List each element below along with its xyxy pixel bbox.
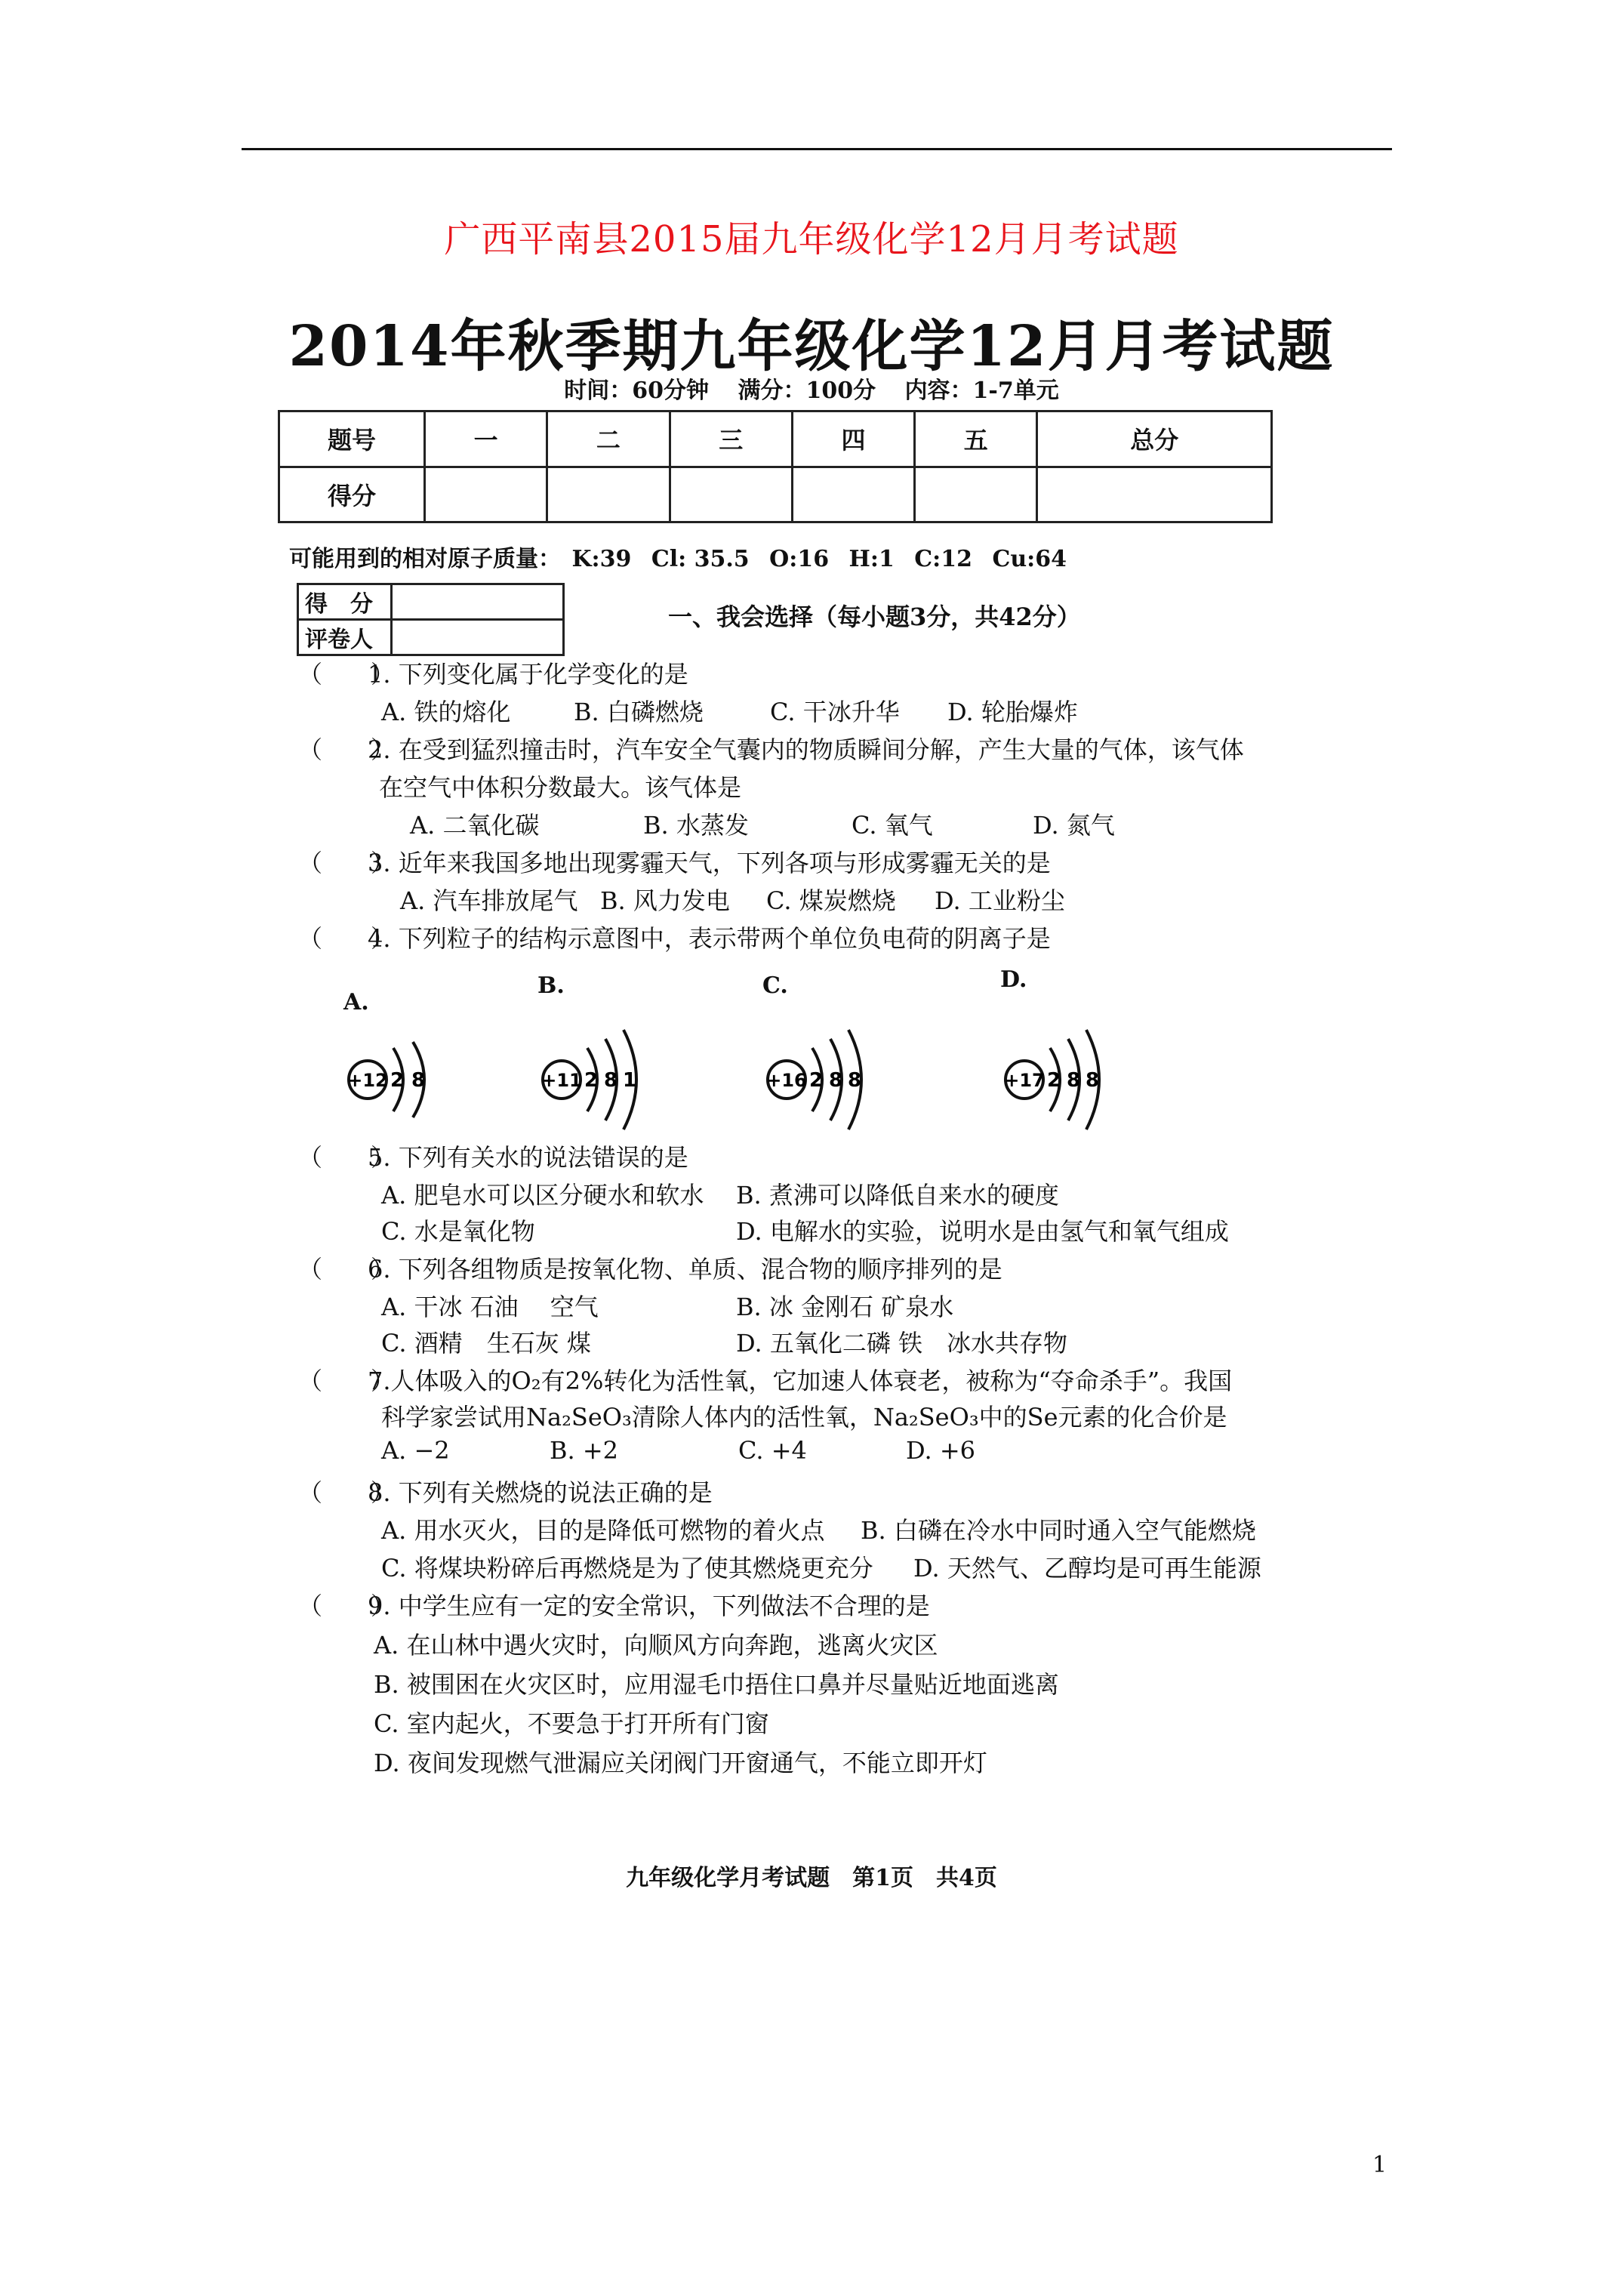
atom-structure-diagram-c [762,1003,959,1131]
atomic-mass-cu: Cu:64 [992,546,1067,572]
section-title: 一、我会选择（每小题3分，共42分） [668,603,1081,631]
question-5 [298,1139,688,1173]
question-stem: 7.人体吸入的O₂有2%转化为活性氧，它加速人体衰老，被称为“夺命杀手”。我国 [368,1367,1233,1395]
diagram-label: D. [1000,966,1027,993]
grader-score-label: 得 分 [298,584,392,620]
score-table-score-row [279,467,1272,522]
answer-blank[interactable]: （ ） [298,1367,396,1395]
shell-electron-count: 8 [1066,1069,1081,1092]
nucleus-charge: +11 [541,1070,582,1091]
nucleus-charge: +17 [1004,1070,1045,1091]
atomic-masses [289,540,1079,573]
question-7 [298,1362,1232,1397]
question-stem: 3. 近年来我国多地出现雾霾天气，下列各项与形成雾霾无关的是 [368,849,1051,877]
option-a: A. 在山林中遇火灾时，向顺风方向奔跑，逃离火灾区 [374,1631,938,1660]
question-5-options-row-2 [0,1213,1623,1246]
question-1-options [0,693,1623,726]
question-stem: 4. 下列粒子的结构示意图中，表示带两个单位负电荷的阴离子是 [368,924,1051,953]
score-cell-section-2: 二 [547,411,670,467]
question-7-stem-continued: 科学家尝试用Na₂SeO₃清除人体内的活性氧，Na₂SeO₃中的Se元素的化合价是 [381,1403,1227,1432]
diagram-option-c [762,972,959,1123]
shell-electron-count: 8 [828,1069,843,1092]
question-4 [298,920,1051,954]
shell-electron-count: 8 [411,1069,426,1092]
score-input-cell[interactable] [915,467,1037,522]
option-a: A. 用水灭火，目的是降低可燃物的着火点 [381,1516,825,1545]
document-title: 广西平南县2015届九年级化学12月月考试题 [444,218,1179,260]
question-8-options-row-1 [0,1512,1623,1545]
question-stem: 1. 下列变化属于化学变化的是 [368,660,688,689]
diagram-option-d [1000,966,1196,1117]
question-8 [298,1474,713,1509]
option-d: D. 五氧化二磷 铁 冰水共存物 [736,1329,1068,1358]
score-input-cell[interactable] [547,467,670,522]
diagram-label: C. [762,972,788,999]
grader-name-label: 评卷人 [298,620,392,655]
question-5-options-row-1 [0,1176,1623,1210]
option-b: B. 水蒸发 [643,811,749,840]
atomic-mass-c: C:12 [914,546,972,572]
answer-blank[interactable]: （ ） [298,1255,396,1284]
option-a: A. 干冰 石油 空气 [381,1293,599,1321]
question-6 [298,1250,1002,1285]
option-b: B. 冰 金刚石 矿泉水 [736,1293,954,1321]
question-9 [298,1587,930,1622]
option-c: C. 酒精 生石灰 煤 [381,1329,591,1358]
score-table-header-row [279,411,1272,467]
option-a: A. −2 [381,1436,450,1465]
score-input-cell[interactable] [792,467,914,522]
nucleus-charge: +16 [766,1070,807,1091]
option-d: D. 工业粉尘 [935,886,1065,915]
option-a: A. 汽车排放尾气 [400,886,578,915]
question-2-options [0,806,1623,840]
score-cell-label: 题号 [279,411,425,467]
question-stem: 5. 下列有关水的说法错误的是 [368,1143,688,1172]
option-c: C. 干冰升华 [770,698,900,726]
score-cell-section-1: 一 [425,411,547,467]
atomic-mass-h: H:1 [848,546,895,572]
question-stem: 9. 中学生应有一定的安全常识，下列做法不合理的是 [368,1592,930,1620]
option-a: A. 二氧化碳 [410,811,540,840]
answer-blank[interactable]: （ ） [298,1592,396,1620]
question-3-options [0,882,1623,915]
diagram-label: B. [537,972,565,999]
answer-blank[interactable]: （ ） [298,660,396,689]
exam-full-score: 满分：100分 [738,378,876,404]
atomic-mass-k: K:39 [571,546,632,572]
option-a: A. 肥皂水可以区分硬水和软水 [381,1181,704,1210]
option-b: B. +2 [550,1436,619,1465]
score-input-cell[interactable] [1037,467,1272,522]
exam-time: 时间：60分钟 [564,378,709,404]
exam-content: 内容：1-7单元 [904,378,1059,404]
shell-electron-count: 2 [808,1069,824,1092]
score-input-cell[interactable] [425,467,547,522]
page-footer: 九年级化学月考试题 第1页 共4页 [626,1865,997,1891]
option-d: D. 轮胎爆炸 [947,698,1078,726]
question-stem: 6. 下列各组物质是按氧化物、单质、混合物的顺序排列的是 [368,1255,1002,1284]
question-stem: 8. 下列有关燃烧的说法正确的是 [368,1478,713,1507]
option-b: B. 煮沸可以降低自来水的硬度 [736,1181,1059,1210]
question-2 [298,731,1244,766]
option-b: B. 风力发电 [600,886,730,915]
option-c: C. 室内起火，不要急于打开所有门窗 [374,1709,769,1738]
option-c: C. 将煤块粉碎后再燃烧是为了使其燃烧更充分 [381,1554,873,1583]
answer-blank[interactable]: （ ） [298,735,396,764]
option-c: C. 水是氧化物 [381,1217,535,1246]
diagram-option-a [343,989,540,1140]
shell-electron-count: 2 [584,1069,599,1092]
top-rule [242,148,1392,150]
diagram-label: A. [343,989,369,1015]
atom-structure-diagram-d [1000,997,1196,1133]
answer-blank[interactable]: （ ） [298,1143,396,1172]
diagram-option-b [537,972,734,1123]
score-row-label: 得分 [279,467,425,522]
question-6-options-row-2 [0,1324,1623,1358]
score-cell-section-4: 四 [792,411,914,467]
shell-electron-count: 2 [1046,1069,1061,1092]
score-cell-total: 总分 [1037,411,1272,467]
answer-blank[interactable]: （ ） [298,849,396,877]
atomic-masses-label: 可能用到的相对原子质量： [289,546,561,572]
answer-blank[interactable]: （ ） [298,924,396,953]
option-c: C. 氧气 [852,811,933,840]
nucleus-charge: +12 [347,1070,388,1091]
shell-electron-count: 8 [603,1069,618,1092]
shell-electron-count: 1 [622,1069,637,1092]
option-b: B. 白磷在冷水中同时通入空气能燃烧 [861,1516,1256,1545]
exam-title: 2014年秋季期九年级化学12月月考试题 [288,314,1335,379]
question-8-options-row-2 [0,1549,1623,1583]
question-6-options-row-1 [0,1288,1623,1321]
answer-blank[interactable]: （ ） [298,1478,396,1507]
score-cell-section-5: 五 [915,411,1037,467]
grader-name-field[interactable] [392,620,564,655]
question-2-stem-continued: 在空气中体积分数最大。该气体是 [379,773,742,802]
score-input-cell[interactable] [670,467,792,522]
grader-score-field[interactable] [392,584,564,620]
option-d: D. 氮气 [1033,811,1115,840]
option-b: B. 白磷燃烧 [574,698,704,726]
score-table [278,410,1273,523]
option-a: A. 铁的熔化 [381,698,511,726]
option-c: C. 煤炭燃烧 [766,886,896,915]
question-1 [298,655,688,690]
shell-electron-count: 2 [390,1069,405,1092]
option-d: D. +6 [906,1436,976,1465]
atomic-mass-o: O:16 [769,546,830,572]
grader-box [297,583,565,656]
option-d: D. 夜间发现燃气泄漏应关闭阀门开窗通气，不能立即开灯 [374,1749,987,1777]
page-number: 1 [1372,2152,1387,2178]
question-stem: 2. 在受到猛烈撞击时，汽车安全气囊内的物质瞬间分解，产生大量的气体，该气体 [368,735,1244,764]
option-d: D. 电解水的实验，说明水是由氢气和氧气组成 [736,1217,1229,1246]
question-3 [298,844,1051,879]
shell-electron-count: 8 [1085,1069,1100,1092]
atomic-mass-cl: Cl: 35.5 [651,546,750,572]
question-7-options [0,1436,1623,1466]
option-b: B. 被围困在火灾区时，应用湿毛巾捂住口鼻并尽量贴近地面逃离 [374,1670,1059,1699]
exam-meta [0,371,1623,405]
shell-electron-count: 8 [847,1069,862,1092]
atom-structure-diagram-a [343,1019,540,1140]
option-c: C. +4 [738,1436,807,1465]
score-cell-section-3: 三 [670,411,792,467]
atom-structure-diagram-b [537,1003,734,1131]
option-d: D. 天然气、乙醇均是可再生能源 [913,1554,1261,1583]
